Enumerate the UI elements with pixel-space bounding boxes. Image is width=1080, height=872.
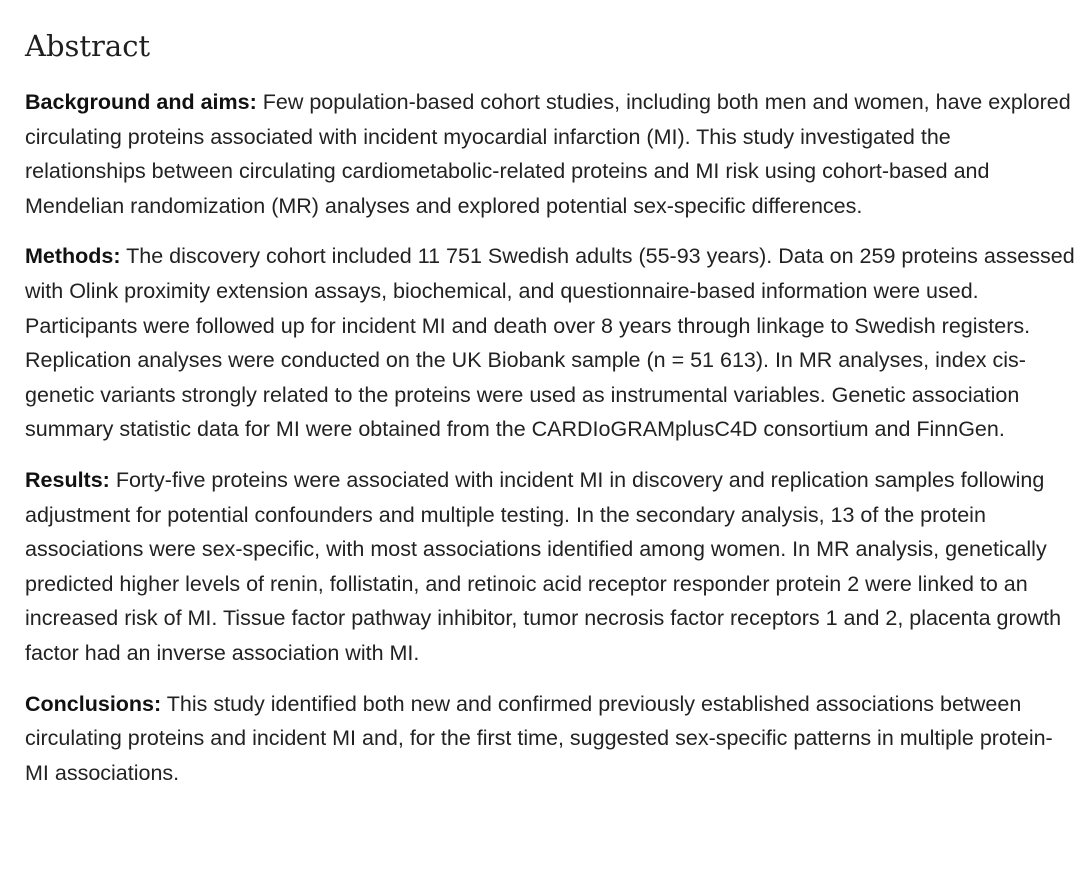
- results-label: Results:: [25, 467, 110, 492]
- methods-label: Methods:: [25, 244, 121, 269]
- results-text: Forty-five proteins were associated with incident MI in discovery and replication samples following adjustment for potential confounders and multiple testing. In the secondary analysis, 13 of the protein associations were sex-specific, with most associations identified among women. In MR analysis, genetically predicted higher levels of renin, follistatin, and retinoic acid receptor responder protein 2 were linked to an increased risk of MI. Tissue factor pathway inhibitor, tumor necrosis factor receptors 1 and 2, placenta growth factor had an inverse association with MI.: [25, 467, 1062, 665]
- methods-text: The discovery cohort included 11 751 Swedish adults (55-93 years). Data on 259 proteins assessed with Olink proximity extension assays, biochemical, and questionnaire-based information were used. Participants were followed up for incident MI and death over 8 years through linkage to Swedish registers. Replication analyses were conducted on the UK Biobank sample (n = 51 613). In MR analyses, index cis-genetic variants strongly related to the proteins were used as instrumental variables. Genetic association summary statistic data for MI were obtained from the CARDIoGRAMplusC4D consortium and FinnGen.: [25, 244, 1075, 442]
- abstract-title: Abstract: [25, 29, 151, 63]
- conclusions-paragraph: [25, 687, 1075, 791]
- methods-paragraph: [25, 239, 1075, 447]
- background-label: Background and aims:: [25, 90, 257, 114]
- conclusions-label: Conclusions:: [25, 691, 162, 716]
- background-paragraph: [25, 85, 1075, 223]
- abstract-section: [25, 24, 1075, 806]
- conclusions-text: This study identified both new and confirmed previously established associations between circulating proteins and incident MI and, for the first time, suggested sex-specific patterns in multiple protein-MI associations.: [25, 691, 1053, 785]
- background-text: Few population-based cohort studies, including both men and women, have explored circulating proteins associated with incident myocardial infarction (MI). This study investigated the relationships between circulating cardiometabolic-related proteins and MI risk using cohort-based and Mendelian randomization (MR) analyses and explored potential sex-specific differences.: [25, 90, 1071, 218]
- results-paragraph: [25, 463, 1075, 671]
